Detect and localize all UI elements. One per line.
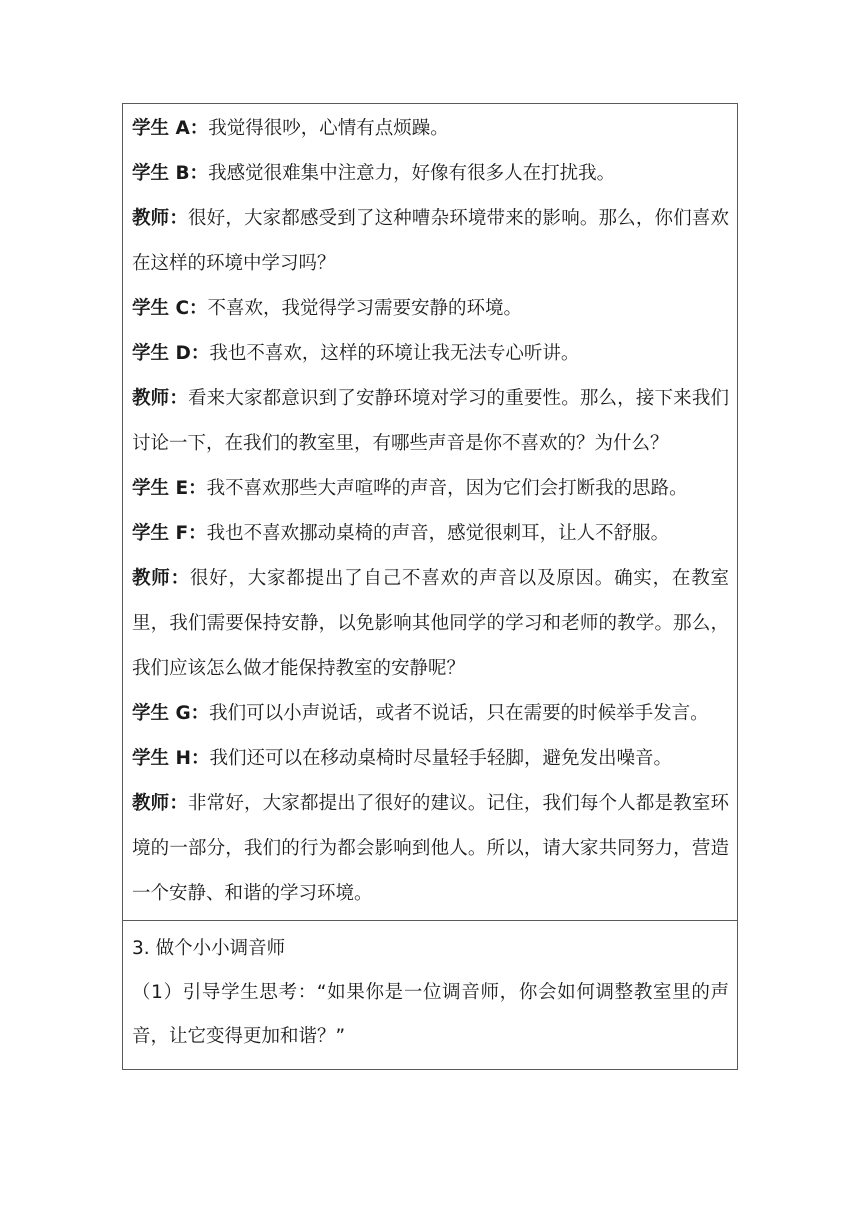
- dialogue-text: 我感觉很难集中注意力，好像有很多人在打扰我。: [208, 163, 616, 184]
- speaker-separator: ：: [190, 703, 210, 724]
- speaker-separator: ：: [190, 748, 210, 769]
- speaker-label: 学生 H: [132, 748, 191, 769]
- lesson-table: [122, 103, 738, 1070]
- speaker-separator: ：: [189, 163, 209, 184]
- dialogue-line: [132, 106, 729, 151]
- dialogue-line: [132, 196, 729, 286]
- dialogue-text: 不喜欢，我觉得学习需要安静的环境。: [207, 298, 523, 319]
- speaker-label: 学生 E: [132, 478, 189, 499]
- speaker-label: 教师: [132, 208, 170, 229]
- dialogue-line: [132, 691, 729, 736]
- speaker-label: 学生 B: [132, 163, 190, 184]
- speaker-label: 学生 C: [132, 298, 190, 319]
- section-title: 做个小小调音师: [155, 938, 286, 959]
- dialogue-cell: [123, 104, 737, 920]
- speaker-separator: ：: [188, 478, 207, 499]
- dialogue-line: [132, 331, 729, 376]
- dialogue-line: [132, 556, 729, 691]
- section-step: （1）引导学生思考：“如果你是一位调音师，你会如何调整教室里的声音，让它变得更加和谐？”: [132, 982, 729, 1047]
- speaker-separator: ：: [189, 298, 208, 319]
- speaker-label: 学生 G: [132, 703, 191, 724]
- speaker-separator: ：: [169, 388, 188, 409]
- dialogue-text: 很好，大家都提出了自己不喜欢的声音以及原因。确实，在教室里，我们需要保持安静，以免影响其他同学的学习和老师的教学。那么，我们应该怎么做才能保持教室的安静呢？: [132, 568, 729, 679]
- speaker-separator: ：: [188, 523, 207, 544]
- dialogue-line: [132, 151, 729, 196]
- dialogue-text: 我们还可以在移动桌椅时尽量轻手轻脚，避免发出噪音。: [209, 748, 672, 769]
- speaker-separator: ：: [189, 118, 209, 139]
- dialogue-line: [132, 466, 729, 511]
- section-number: 3.: [132, 938, 150, 959]
- dialogue-line: [132, 376, 729, 466]
- dialogue-text: 我也不喜欢挪动桌椅的声音，感觉很刺耳，让人不舒服。: [206, 523, 670, 544]
- dialogue-line: [132, 511, 729, 556]
- activity-cell: [123, 920, 737, 1069]
- dialogue-text: 我也不喜欢，这样的环境让我无法专心听讲。: [209, 343, 580, 364]
- dialogue-line: [132, 736, 729, 781]
- speaker-separator: ：: [170, 568, 190, 589]
- dialogue-text: 我觉得很吵，心情有点烦躁。: [208, 118, 449, 139]
- speaker-separator: ：: [169, 793, 188, 814]
- speaker-label: 教师: [132, 793, 170, 814]
- speaker-separator: ：: [169, 208, 188, 229]
- speaker-label: 教师: [132, 388, 170, 409]
- speaker-label: 学生 A: [132, 118, 190, 139]
- dialogue-line: [132, 781, 729, 916]
- dialogue-line: [132, 286, 729, 331]
- dialogue-text: 我们可以小声说话，或者不说话，只在需要的时候举手发言。: [209, 703, 709, 724]
- dialogue-text: 很好，大家都感受到了这种嘈杂环境带来的影响。那么，你们喜欢在这样的环境中学习吗？: [132, 208, 729, 274]
- dialogue-text: 我不喜欢那些大声喧哗的声音，因为它们会打断我的思路。: [206, 478, 688, 499]
- speaker-label: 教师: [132, 568, 171, 589]
- speaker-separator: ：: [190, 343, 210, 364]
- section-heading: [132, 927, 729, 971]
- speaker-label: 学生 D: [132, 343, 191, 364]
- dialogue-text: 看来大家都意识到了安静环境对学习的重要性。那么，接下来我们讨论一下，在我们的教室里，有哪些声音是你不喜欢的？为什么？: [132, 388, 729, 454]
- dialogue-text: 非常好，大家都提出了很好的建议。记住，我们每个人都是教室环境的一部分，我们的行为都会影响到他人。所以，请大家共同努力，营造一个安静、和谐的学习环境。: [132, 793, 729, 904]
- speaker-label: 学生 F: [132, 523, 189, 544]
